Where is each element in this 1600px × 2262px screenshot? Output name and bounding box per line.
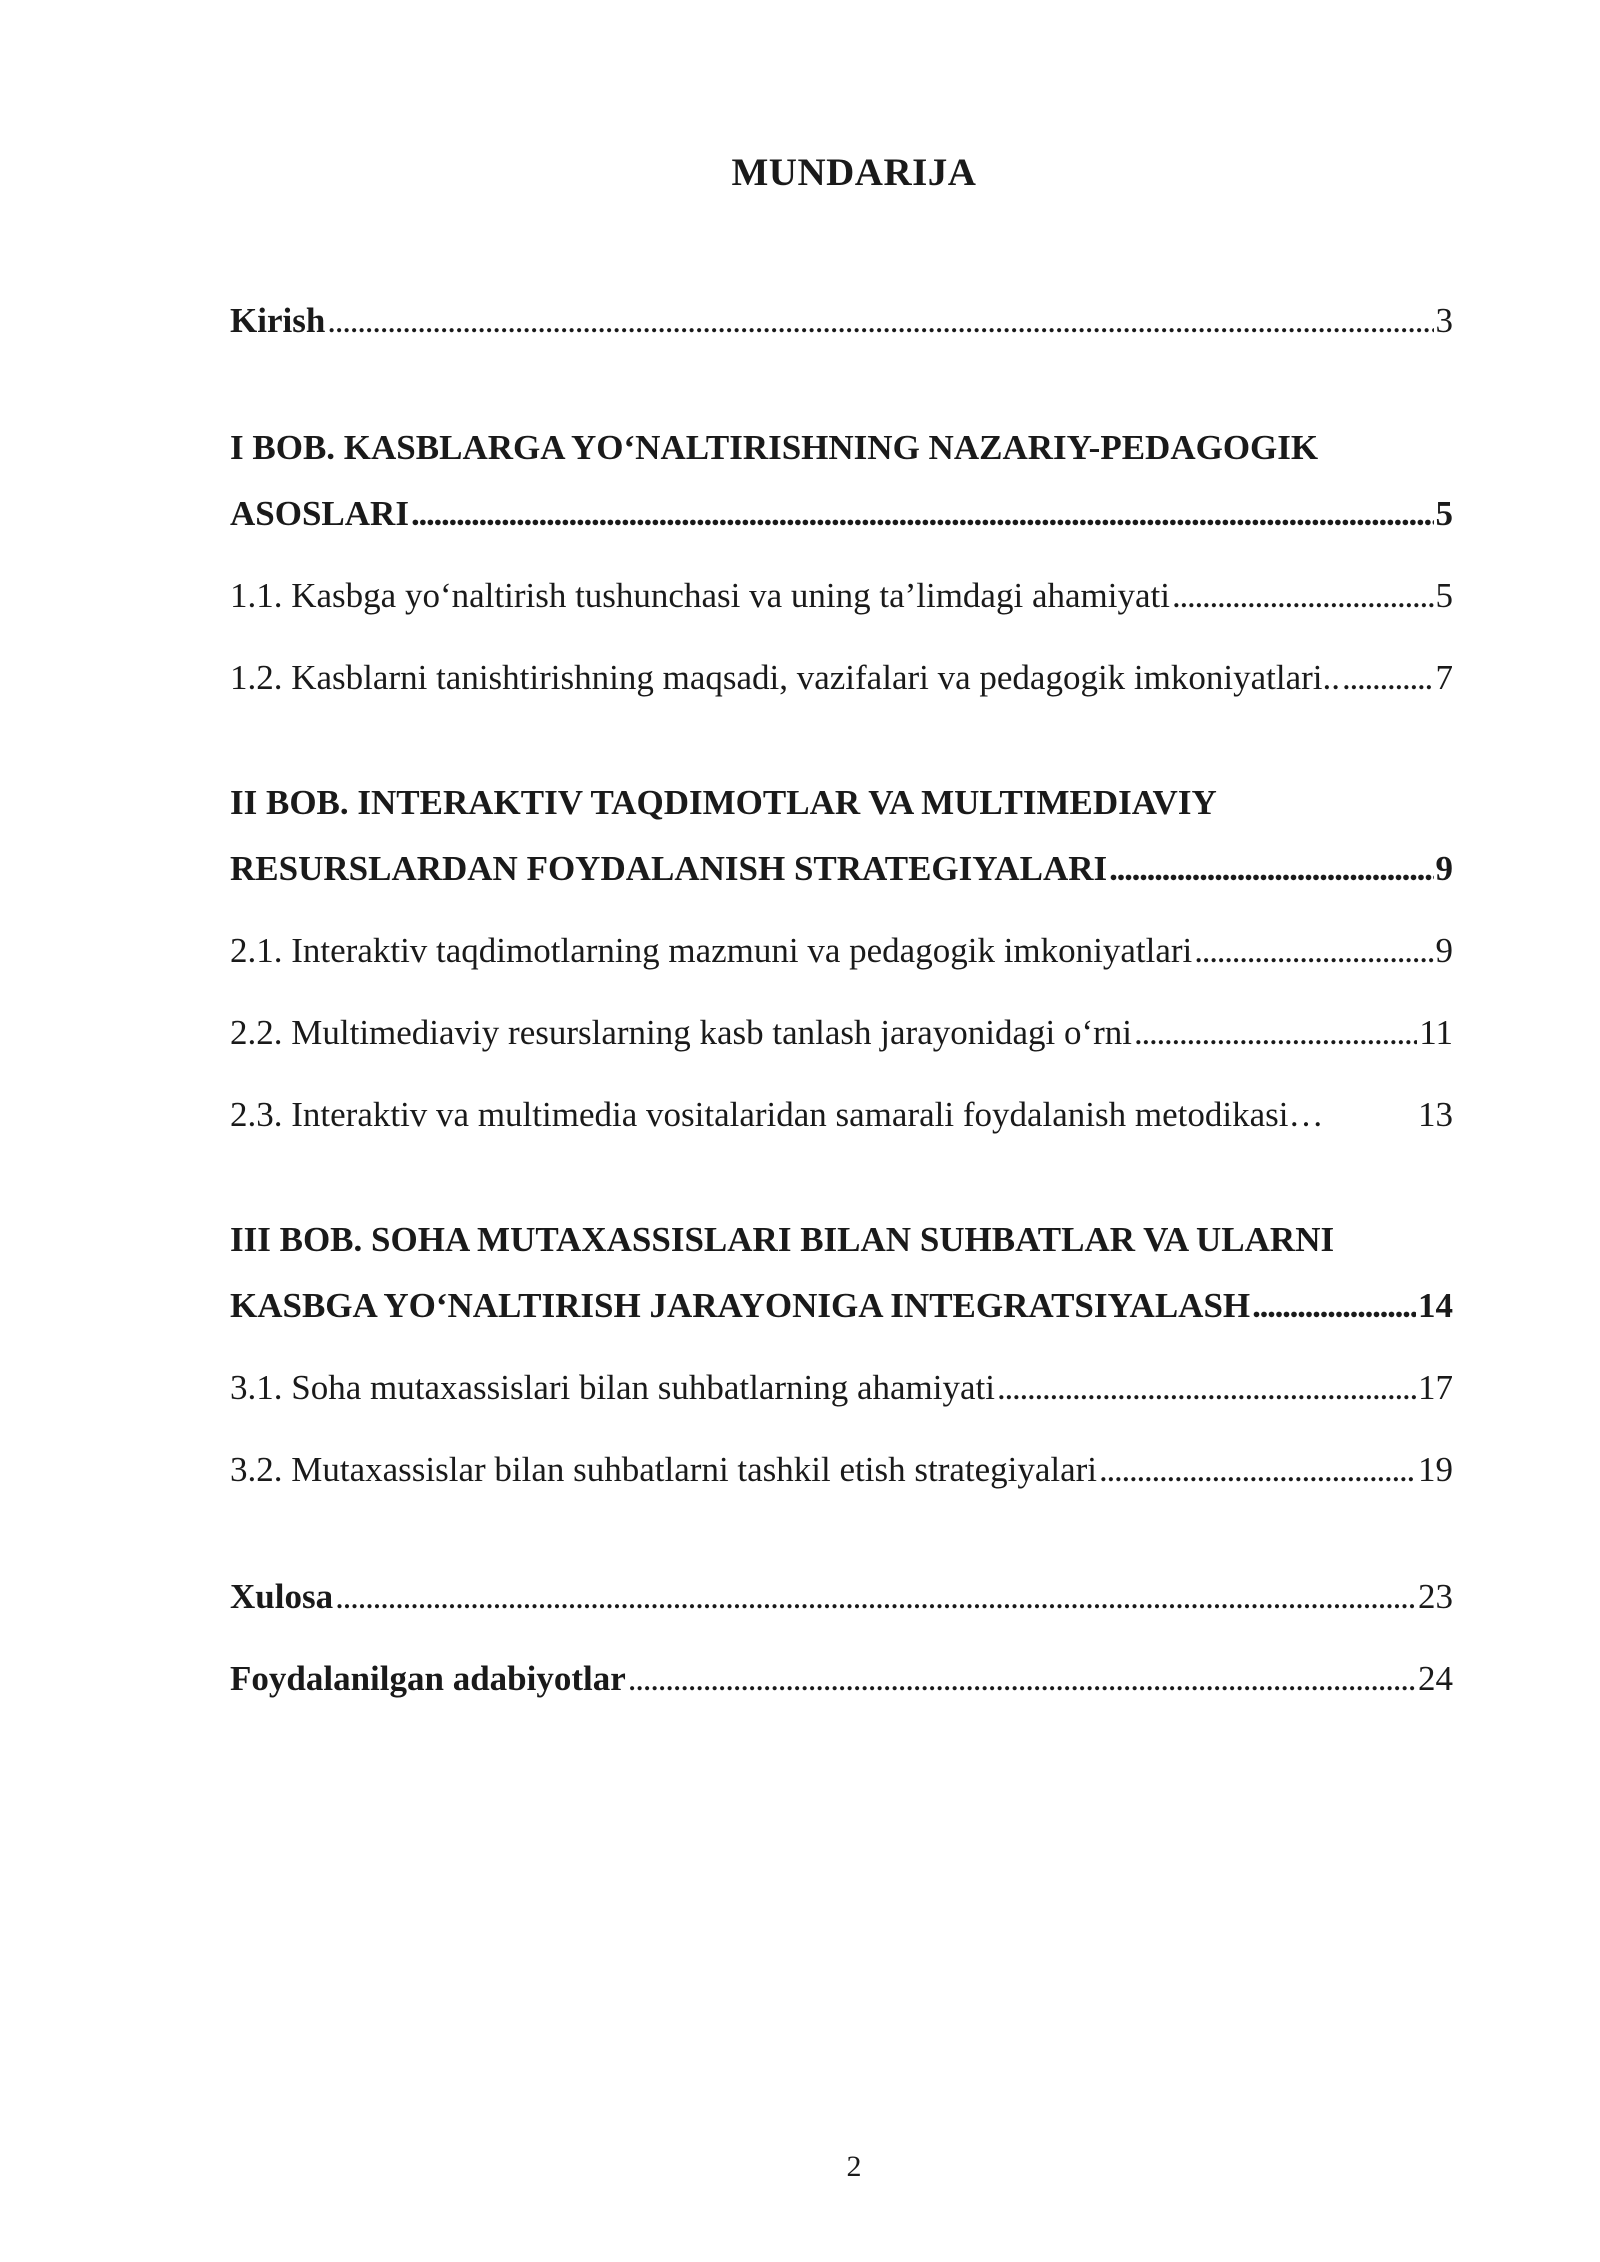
toc-chapter-2 xyxy=(230,845,1453,893)
dot-leader xyxy=(628,1655,1416,1703)
dot-leader xyxy=(335,1573,1416,1621)
toc-entry-page: 7 xyxy=(1435,658,1453,697)
toc-entry-page: 14 xyxy=(1418,1286,1453,1325)
toc-chapter-2-title: II BOB. INTERAKTIV TAQDIMOTLAR VA MULTIMEDIAVIY xyxy=(230,783,1217,822)
toc-section-1-1 xyxy=(230,572,1453,620)
toc-entry-label: 1.1. Kasbga yo‘naltirish tushunchasi va uning ta’limdagi ahamiyati xyxy=(230,576,1170,615)
toc-entry-page: 13 xyxy=(1418,1095,1453,1134)
toc-section-3-2 xyxy=(230,1446,1453,1494)
toc-section-2-3 xyxy=(230,1091,1453,1139)
toc-entry-page: 23 xyxy=(1418,1577,1453,1616)
toc-entry-intro xyxy=(230,297,1453,345)
toc-entry-label: Xulosa xyxy=(230,1577,334,1616)
dot-leader xyxy=(1172,572,1434,620)
toc-entry-page: 24 xyxy=(1418,1659,1453,1698)
dot-leader xyxy=(411,490,1434,538)
toc-entry-page: 9 xyxy=(1435,931,1453,970)
toc-entry-page: 9 xyxy=(1435,849,1453,888)
toc-entry-references xyxy=(230,1655,1453,1703)
toc-entry-page: 11 xyxy=(1419,1013,1453,1052)
page-number: 2 xyxy=(846,2150,862,2183)
toc-chapter-3 xyxy=(230,1282,1453,1330)
toc-entry-page: 19 xyxy=(1418,1450,1453,1489)
dot-leader xyxy=(327,297,1433,345)
toc-entry-label: ASOSLARI xyxy=(230,494,409,533)
toc-entry-label: KASBGA YO‘NALTIRISH JARAYONIGA INTEGRATSIYALASH xyxy=(230,1286,1251,1325)
page-title: MUNDARIJA xyxy=(731,151,977,194)
toc-entry-label: 2.1. Interaktiv taqdimotlarning mazmuni va pedagogik imkoniyatlari xyxy=(230,931,1193,970)
toc-section-3-1 xyxy=(230,1364,1453,1412)
dot-leader xyxy=(1109,845,1433,893)
toc-entry-label: 3.1. Soha mutaxassislari bilan suhbatlarning ahamiyati xyxy=(230,1368,995,1407)
toc-chapter-1 xyxy=(230,490,1453,538)
toc-chapter-3-title: III BOB. SOHA MUTAXASSISLARI BILAN SUHBATLAR VA ULARNI xyxy=(230,1220,1335,1259)
toc-entry-conclusion xyxy=(230,1573,1453,1621)
dot-leader xyxy=(1342,654,1433,702)
dot-leader xyxy=(1134,1009,1417,1057)
toc-entry-label: 3.2. Mutaxassislar bilan suhbatlarni tashkil etish strategiyalari xyxy=(230,1450,1098,1489)
dot-leader xyxy=(1099,1446,1416,1494)
toc-section-1-2 xyxy=(230,654,1453,702)
toc-entry-page: 5 xyxy=(1435,576,1453,615)
dot-leader xyxy=(1252,1282,1416,1330)
toc-entry-label: Foydalanilgan adabiyotlar xyxy=(230,1659,626,1698)
toc-entry-label: Kirish xyxy=(230,301,326,340)
toc-entry-label: RESURSLARDAN FOYDALANISH STRATEGIYALARI xyxy=(230,849,1108,888)
toc-chapter-1-title: I BOB. KASBLARGA YO‘NALTIRISHNING NAZARIY-PEDAGOGIK xyxy=(230,428,1319,467)
toc-section-2-1 xyxy=(230,927,1453,975)
toc-entry-label: 2.2. Multimediaviy resurslarning kasb tanlash jarayonidagi o‘rni xyxy=(230,1013,1133,1052)
dot-leader xyxy=(997,1364,1416,1412)
toc-entry-page: 3 xyxy=(1435,301,1453,340)
toc-entry-label: 2.3. Interaktiv va multimedia vositalaridan samarali foydalanish metodikasi… xyxy=(230,1095,1324,1134)
dot-leader xyxy=(1194,927,1433,975)
toc-entry-page: 5 xyxy=(1435,494,1453,533)
toc-entry-page: 17 xyxy=(1418,1368,1453,1407)
toc-section-2-2 xyxy=(230,1009,1453,1057)
toc-entry-label: 1.2. Kasblarni tanishtirishning maqsadi, vazifalari va pedagogik imkoniyatlari.. xyxy=(230,658,1341,697)
